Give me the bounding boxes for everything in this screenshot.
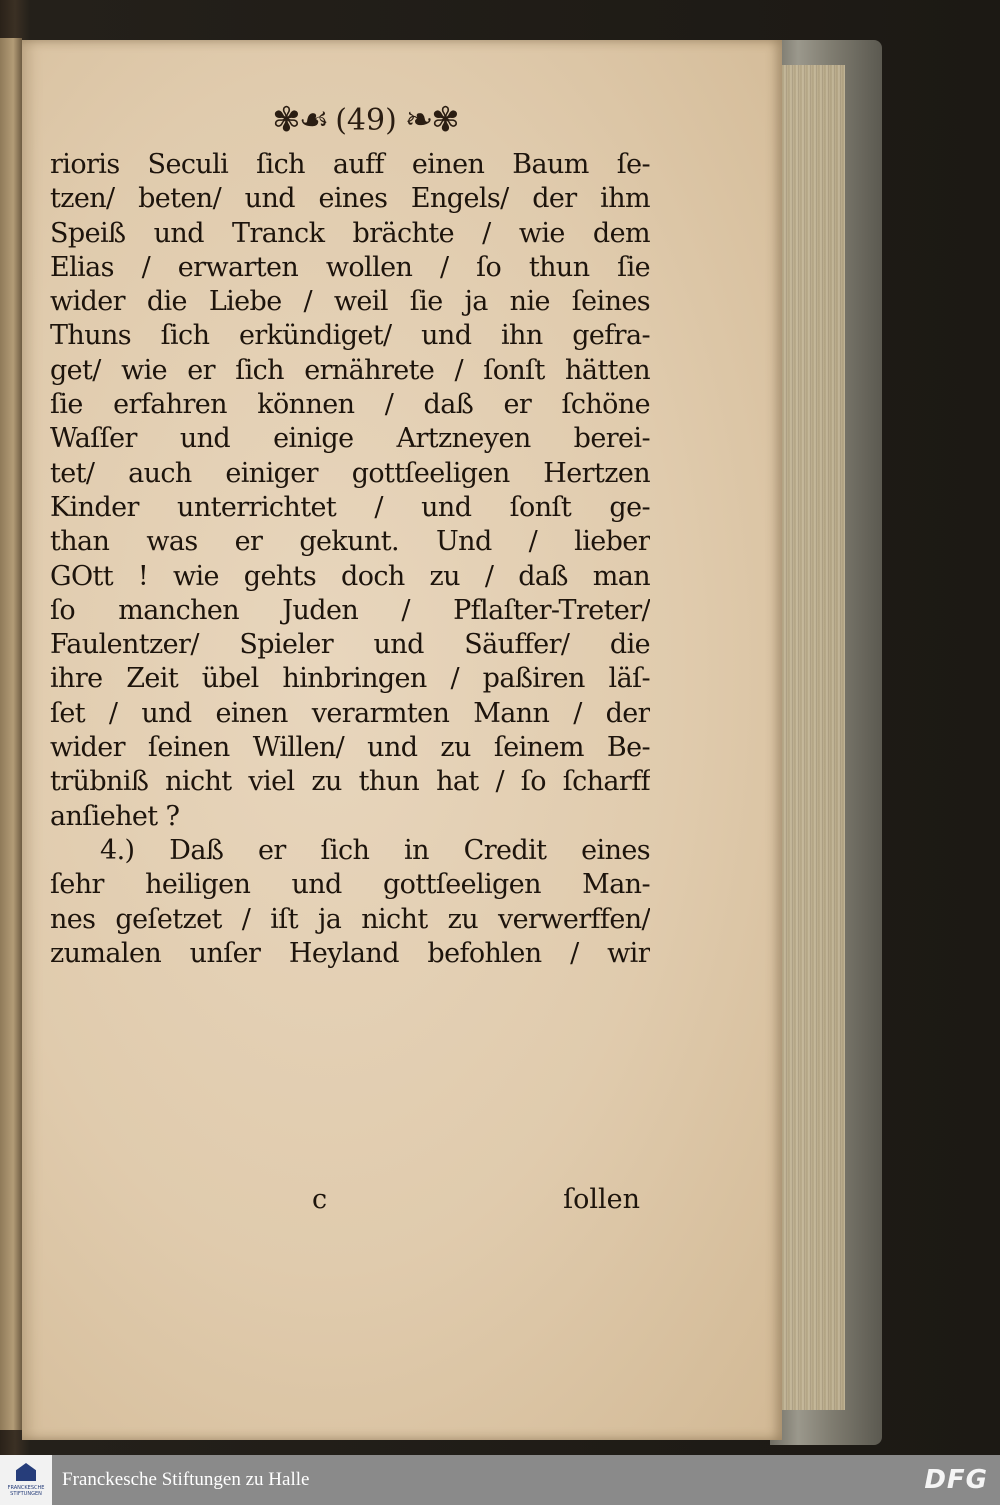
institution-name: Franckesche Stiftungen zu Halle <box>62 1469 310 1490</box>
text-line: rioris Seculi ſich auff einen Baum ſe- <box>50 149 650 180</box>
page-header <box>245 98 485 142</box>
text-line: ſet / und einen verarmten Mann / der <box>50 697 650 729</box>
page-foot <box>50 1180 650 1224</box>
text-line: Elias / erwarten wollen / ſo thun ſie <box>50 251 650 283</box>
header-ornament-left: ✾☙ <box>272 100 328 140</box>
text-line: trübniß nicht viel zu thun hat / ſo ſcharff <box>50 766 650 798</box>
page-edges <box>775 65 845 1410</box>
text-line: 4.) Daß er ſich in Credit eines <box>100 834 650 866</box>
text-line: tzen/ beten/ und eines Engels/ der ihm <box>50 183 650 215</box>
franckesche-logo[interactable] <box>0 1455 52 1505</box>
catchword: ſollen <box>563 1184 640 1215</box>
text-block <box>50 148 650 971</box>
text-line: tet/ auch einiger gottſeeligen Hertzen <box>50 457 650 489</box>
text-line: Speiß und Tranck brächte / wie dem <box>50 217 650 249</box>
text-line: ihre Zeit übel hinbringen / paßiren läſ- <box>50 663 650 695</box>
text-line: Kinder unterrichtet / und ſonſt ge- <box>50 491 650 523</box>
text-line: ſie erfahren können / daß er ſchöne <box>50 389 650 421</box>
signature-mark: c <box>312 1184 328 1215</box>
text-line: ſo manchen Juden / Pflaſter-Treter/ <box>50 594 650 626</box>
text-line: anſiehet ? <box>50 800 180 832</box>
text-line: nes geſetzet / iſt ja nicht zu verwerffen/ <box>50 903 650 935</box>
building-icon <box>16 1463 36 1481</box>
dfg-logo[interactable]: DFG <box>924 1465 988 1495</box>
text-line: wider die Liebe / weil ſie ja nie ſeines <box>50 286 650 318</box>
text-line: GOtt ! wie gehts doch zu / daß man <box>50 560 650 592</box>
left-page-edge <box>0 38 22 1430</box>
viewer-footer <box>0 1455 1000 1505</box>
text-line: than was er gekunt. Und / lieber <box>50 526 650 558</box>
text-line: get/ wie er ſich ernährete / ſonſt hätten <box>50 354 650 386</box>
page-number: (49) <box>335 102 397 138</box>
logo-text: FRANCKESCHE STIFTUNGEN <box>7 1485 45 1497</box>
text-line: Waſſer und einige Artzneyen berei- <box>50 423 650 455</box>
text-line: ſehr heiligen und gottſeeligen Man- <box>50 869 650 901</box>
header-ornament-right: ❧✾ <box>404 100 458 140</box>
text-line: wider ſeinen Willen/ und zu ſeinem Be- <box>50 732 650 764</box>
text-line: zumalen unſer Heyland befohlen / wir <box>50 937 650 969</box>
text-line: Thuns ſich erkündiget/ und ihn gefra- <box>50 320 650 352</box>
text-line: Faulentzer/ Spieler und Säuffer/ die <box>50 629 650 661</box>
